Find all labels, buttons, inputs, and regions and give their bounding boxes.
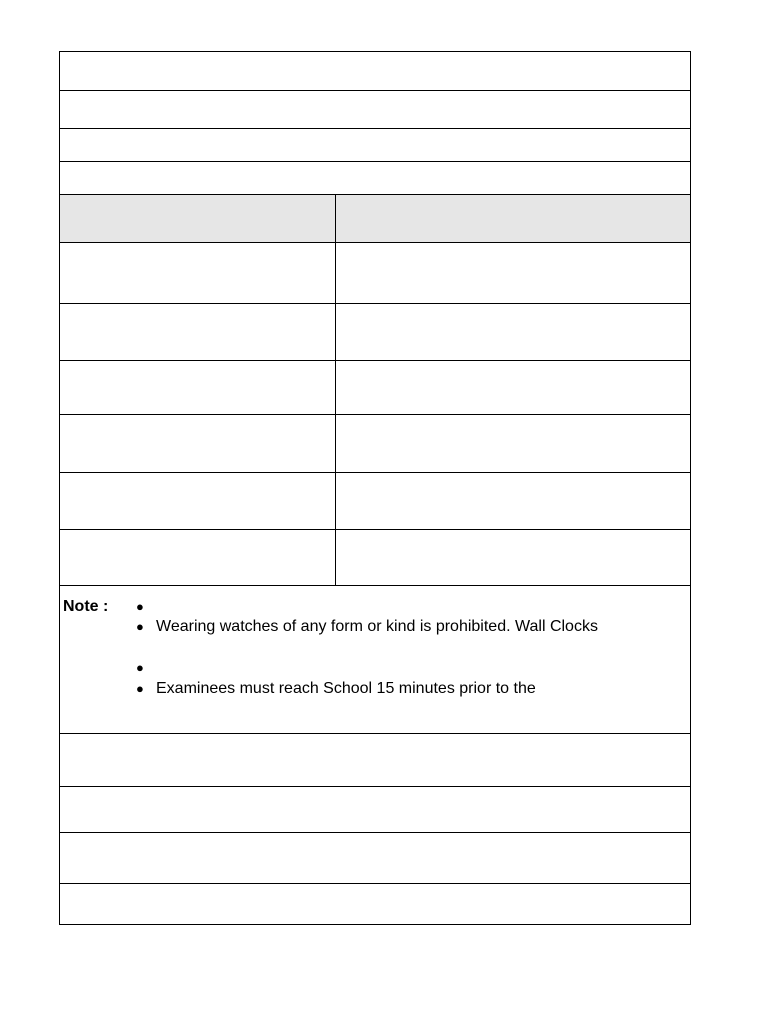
table-cell [60, 530, 336, 585]
note-item-1 [136, 598, 156, 616]
bullet-icon: ● [136, 681, 144, 696]
table-row [60, 304, 690, 361]
table-cell [336, 530, 690, 585]
form-row-3 [60, 129, 690, 162]
table-header-cell-left [60, 195, 336, 242]
table-cell [60, 415, 336, 472]
table-cell [60, 304, 336, 360]
bullet-icon: ● [136, 599, 144, 614]
note-item-3 [136, 659, 156, 677]
form-row-footer-1 [60, 734, 690, 787]
exam-instructions-form [59, 51, 691, 925]
bullet-icon: ● [136, 619, 144, 634]
table-header-cell-right [336, 195, 690, 242]
table-cell [60, 473, 336, 529]
table-cell [336, 243, 690, 303]
table-row [60, 530, 690, 586]
note-item-4 [136, 680, 536, 698]
note-item-2 [136, 618, 598, 636]
form-row-footer-2 [60, 787, 690, 833]
table-row [60, 415, 690, 473]
table-cell [336, 415, 690, 472]
note-item-text: Wearing watches of any form or kind is prohibited. Wall Clocks [156, 618, 598, 635]
table-cell [336, 361, 690, 414]
table-row [60, 243, 690, 304]
form-row-1 [60, 52, 690, 91]
form-row-footer-4 [60, 884, 690, 924]
table-row [60, 361, 690, 415]
table-header-row [60, 195, 690, 243]
form-row-footer-3 [60, 833, 690, 884]
note-section [60, 586, 690, 734]
form-row-4 [60, 162, 690, 195]
note-item-text: Examinees must reach School 15 minutes prior to the [156, 680, 536, 697]
table-row [60, 473, 690, 530]
table-cell [60, 361, 336, 414]
table-cell [336, 473, 690, 529]
note-label: Note : [63, 598, 109, 615]
table-cell [336, 304, 690, 360]
table-cell [60, 243, 336, 303]
bullet-icon: ● [136, 660, 144, 675]
form-row-2 [60, 91, 690, 129]
